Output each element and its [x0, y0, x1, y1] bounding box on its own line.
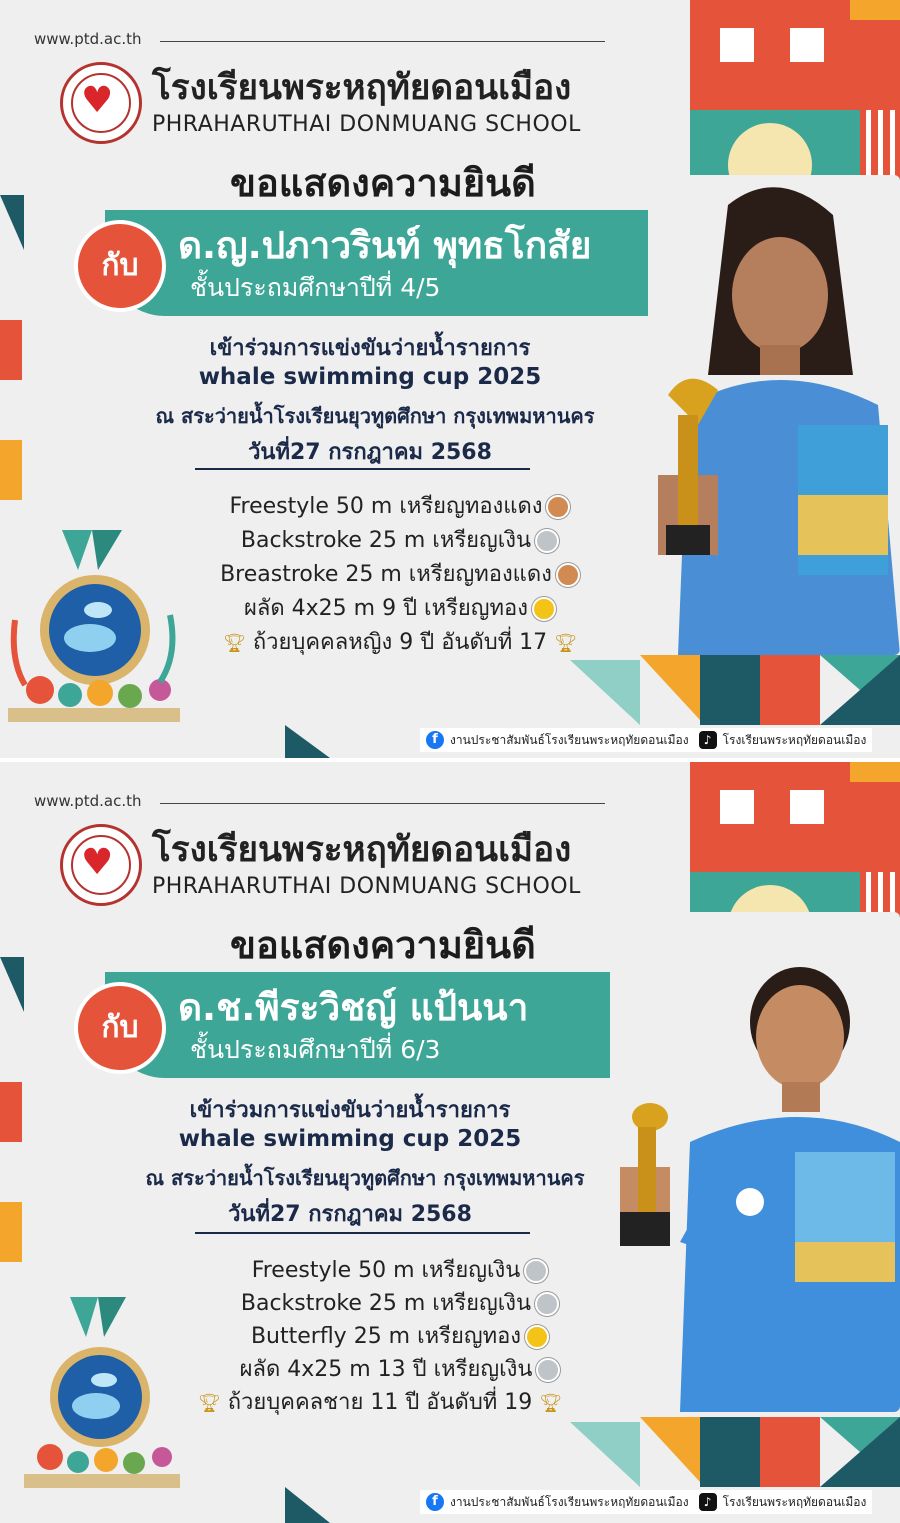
student-photo — [648, 175, 900, 655]
with-badge: กับ — [74, 982, 166, 1074]
result-row — [180, 1351, 620, 1386]
school-name-thai: โรงเรียนพระหฤทัยดอนเมือง — [152, 830, 572, 870]
result-text: Backstroke 25 m เหรียญเงิน — [240, 1291, 532, 1316]
result-row — [180, 1252, 620, 1287]
gold-medal-icon — [525, 1325, 549, 1349]
school-name-english: PHRAHARUTHAI DONMUANG SCHOOL — [152, 874, 581, 899]
event-line-3: ณ สระว่ายน้ำโรงเรียนยุวทูตศึกษา กรุงเทพมหานคร — [145, 1166, 585, 1190]
poster-panel-1 — [0, 0, 900, 758]
website-url[interactable]: www.ptd.ac.th — [34, 30, 142, 48]
result-row — [180, 556, 620, 591]
facebook-page-label[interactable]: งานประชาสัมพันธ์โรงเรียนพระหฤทัยดอนเมือง — [450, 732, 689, 747]
result-text: Butterfly 25 m เหรียญทอง — [250, 1324, 522, 1349]
header-divider — [160, 803, 605, 804]
facebook-icon[interactable]: f — [426, 731, 444, 749]
heart-icon: ♥ — [81, 80, 114, 121]
result-row — [180, 1285, 620, 1320]
with-badge: กับ — [74, 220, 166, 312]
event-line-2: whale swimming cup 2025 — [178, 1126, 522, 1152]
school-logo — [60, 62, 142, 144]
event-line-1: เข้าร่วมการแข่งขันว่ายน้ำรายการ — [189, 1098, 511, 1123]
congratulations-heading: ขอแสดงความยินดี — [230, 161, 536, 205]
tiktok-account-label[interactable]: โรงเรียนพระหฤทัยดอนเมือง — [722, 732, 867, 747]
silver-medal-icon — [524, 1259, 548, 1283]
trophy-row — [180, 624, 620, 659]
event-line-4: วันที่27 กรกฎาคม 2568 — [248, 440, 492, 465]
results-divider — [195, 468, 530, 470]
congratulations-heading: ขอแสดงความยินดี — [230, 923, 536, 967]
school-logo — [60, 824, 142, 906]
trophy-icon: 🏆︎ — [554, 633, 578, 654]
result-text: Freestyle 50 m เหรียญทองแดง — [229, 494, 543, 519]
trophy-icon: 🏆︎ — [222, 633, 246, 654]
whale-medal-illustration — [20, 1292, 185, 1492]
bronze-medal-icon — [556, 563, 580, 587]
event-line-3: ณ สระว่ายน้ำโรงเรียนยุวทูตศึกษา กรุงเทพมหานคร — [155, 404, 595, 428]
gold-medal-icon — [532, 597, 556, 621]
heart-icon: ♥ — [81, 842, 114, 883]
website-url[interactable]: www.ptd.ac.th — [34, 792, 142, 810]
silver-medal-icon — [536, 1358, 560, 1382]
trophy-icon: 🏆︎ — [197, 1393, 221, 1414]
result-row — [180, 488, 620, 523]
whale-medal-illustration — [0, 510, 185, 725]
poster-panel-2 — [0, 762, 900, 1523]
silver-medal-icon — [535, 1292, 559, 1316]
student-name: ด.ช.พีระวิชญ์ แป้นนา — [178, 986, 529, 1029]
header-divider — [160, 41, 605, 42]
student-grade: ชั้นประถมศึกษาปีที่ 4/5 — [190, 273, 441, 302]
social-footer — [420, 728, 872, 752]
silver-medal-icon — [535, 529, 559, 553]
facebook-icon[interactable]: f — [426, 1493, 444, 1511]
tiktok-icon[interactable]: ♪ — [699, 731, 717, 749]
trophy-row — [160, 1384, 600, 1419]
facebook-page-label[interactable]: งานประชาสัมพันธ์โรงเรียนพระหฤทัยดอนเมือง — [450, 1494, 689, 1509]
result-text: ผลัด 4x25 m 9 ปี เหรียญทอง — [244, 596, 528, 621]
event-line-1: เข้าร่วมการแข่งขันว่ายน้ำรายการ — [209, 336, 531, 361]
result-text: Breastroke 25 m เหรียญทองแดง — [220, 562, 552, 587]
social-footer — [420, 1490, 872, 1514]
result-row — [180, 1318, 620, 1353]
event-line-4: วันที่27 กรกฎาคม 2568 — [228, 1202, 472, 1227]
trophy-icon: 🏆︎ — [539, 1393, 563, 1414]
result-row — [180, 522, 620, 557]
school-name-english: PHRAHARUTHAI DONMUANG SCHOOL — [152, 112, 581, 137]
student-photo — [610, 912, 900, 1412]
result-row — [180, 590, 620, 625]
result-text: Backstroke 25 m เหรียญเงิน — [240, 528, 532, 553]
results-divider — [195, 1232, 530, 1234]
bronze-medal-icon — [546, 495, 570, 519]
tiktok-icon[interactable]: ♪ — [699, 1493, 717, 1511]
event-line-2: whale swimming cup 2025 — [198, 364, 542, 390]
school-name-thai: โรงเรียนพระหฤทัยดอนเมือง — [152, 68, 572, 108]
trophy-text: ถ้วยบุคคลหญิง 9 ปี อันดับที่ 17 — [252, 630, 548, 655]
result-text: Freestyle 50 m เหรียญเงิน — [251, 1258, 521, 1283]
trophy-text: ถ้วยบุคคลชาย 11 ปี อันดับที่ 19 — [227, 1390, 533, 1415]
student-grade: ชั้นประถมศึกษาปีที่ 6/3 — [190, 1035, 441, 1064]
student-name: ด.ญ.ปภาวรินท์ พุทธโกสัย — [178, 224, 592, 267]
result-text: ผลัด 4x25 m 13 ปี เหรียญเงิน — [239, 1357, 533, 1382]
tiktok-account-label[interactable]: โรงเรียนพระหฤทัยดอนเมือง — [722, 1494, 867, 1509]
